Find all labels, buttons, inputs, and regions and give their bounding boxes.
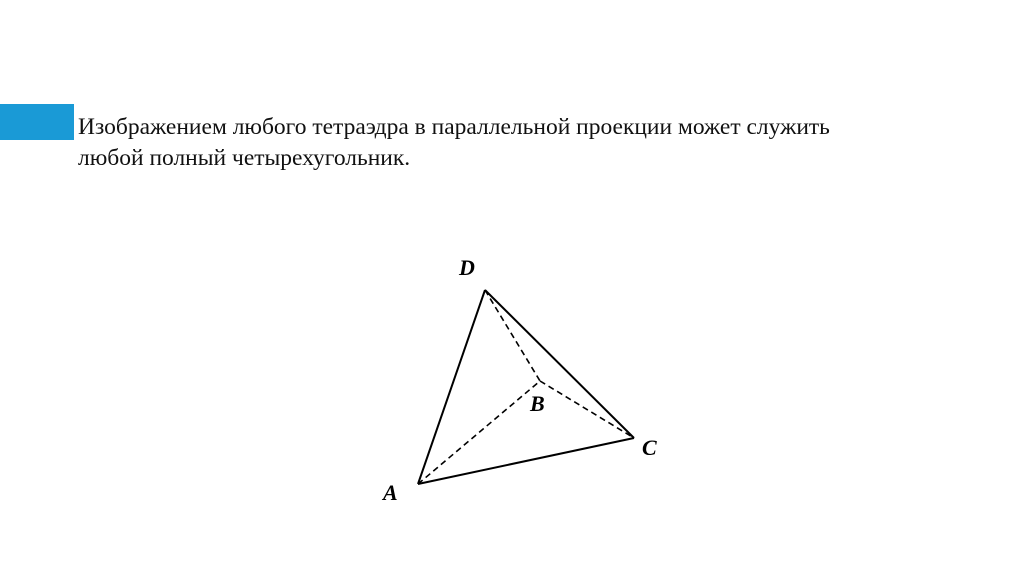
vertex-label-d: D: [459, 255, 475, 280]
edge-bc-hidden: [540, 381, 634, 438]
vertex-label-a: A: [383, 480, 398, 505]
edge-ac: [418, 438, 634, 484]
statement-line-1: Изображением любого тетраэдра в параллельной проекции может служить: [78, 114, 830, 140]
statement-line-2: любой полный четырехугольник.: [78, 145, 411, 171]
edge-dc: [485, 290, 634, 438]
vertex-label-b: B: [530, 391, 545, 416]
vertex-label-c: C: [642, 435, 657, 460]
